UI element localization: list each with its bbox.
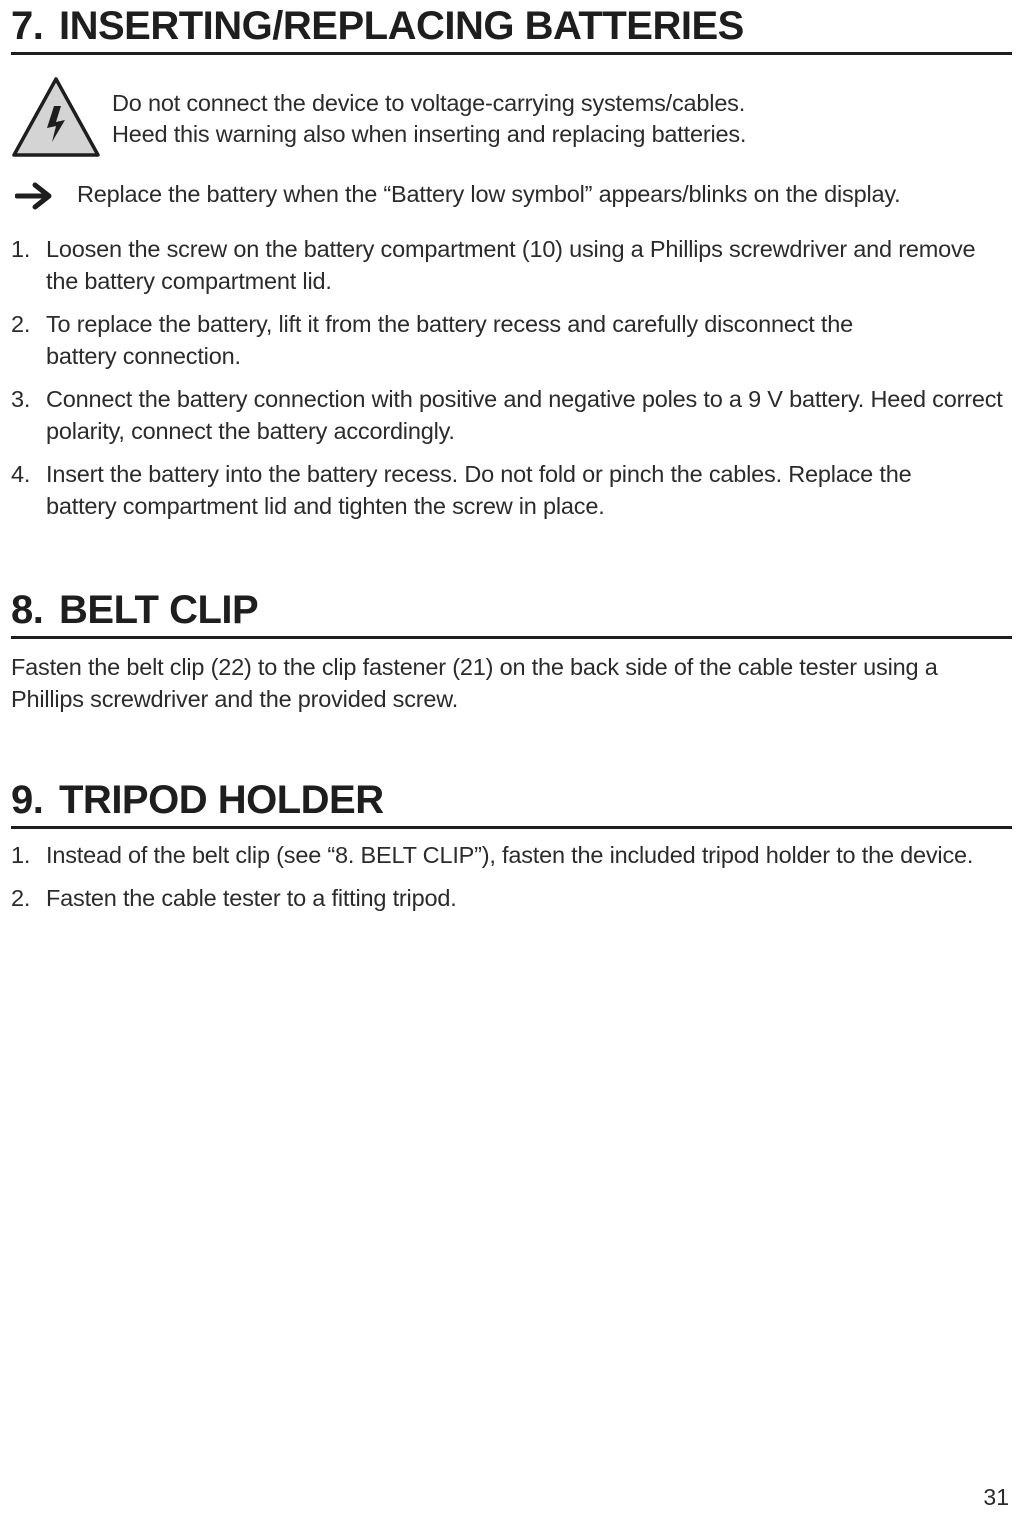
belt-clip-text: Fasten the belt clip (22) to the clip fastener (21) on the back side of the cable tester using a Phillips screwdriver and the provided screw. [11, 654, 938, 712]
battery-steps-list [11, 233, 1011, 522]
section-title: INSERTING/REPLACING BATTERIES [59, 4, 744, 48]
high-voltage-warning-icon [11, 76, 101, 158]
step-text: Instead of the belt clip (see “8. BELT CLIP”), fasten the included tripod holder to the device. [46, 842, 974, 868]
list-item [11, 458, 1011, 522]
section-heading-batteries [11, 4, 1012, 55]
section-title: BELT CLIP [59, 588, 259, 632]
page-number: 31 [983, 1484, 1009, 1510]
step-number: 1. [11, 842, 31, 868]
section-title: TRIPOD HOLDER [59, 778, 384, 822]
note-text: Replace the battery when the “Battery low symbol” appears/blinks on the display. [77, 181, 901, 207]
step-number: 2. [11, 311, 31, 337]
warning-line: Heed this warning also when inserting and replacing batteries. [112, 121, 747, 147]
step-text: Connect the battery connection with positive and negative poles to a 9 V battery. Heed correct polarity, connect the battery accordingly. [46, 386, 1003, 444]
step-text: To replace the battery, lift it from the battery recess and carefully disconnect the battery connection. [46, 311, 853, 369]
list-item [11, 839, 1011, 871]
step-text: Loosen the screw on the battery compartment (10) using a Phillips screwdriver and remove the battery compartment lid. [46, 236, 976, 294]
arrow-right-icon [15, 180, 55, 212]
warning-line: Do not connect the device to voltage-carrying systems/cables. [112, 90, 746, 116]
list-item [11, 308, 1011, 372]
list-item [11, 882, 1011, 914]
section-number: 8. [11, 588, 44, 632]
section-heading-tripod [11, 778, 1012, 829]
section-heading-belt-clip [11, 588, 1012, 639]
section-number: 7. [11, 4, 44, 48]
tripod-steps-list [11, 839, 1011, 914]
step-number: 2. [11, 885, 31, 911]
step-text: Fasten the cable tester to a fitting tripod. [46, 885, 457, 911]
step-number: 3. [11, 386, 31, 412]
step-number: 1. [11, 236, 31, 262]
step-text: Insert the battery into the battery recess. Do not fold or pinch the cables. Replace the battery compartment lid and tighten the screw in place. [46, 461, 912, 519]
section-number: 9. [11, 778, 44, 822]
step-number: 4. [11, 461, 31, 487]
warning-block [11, 76, 1011, 160]
list-item [11, 383, 1011, 447]
list-item [11, 233, 1011, 297]
